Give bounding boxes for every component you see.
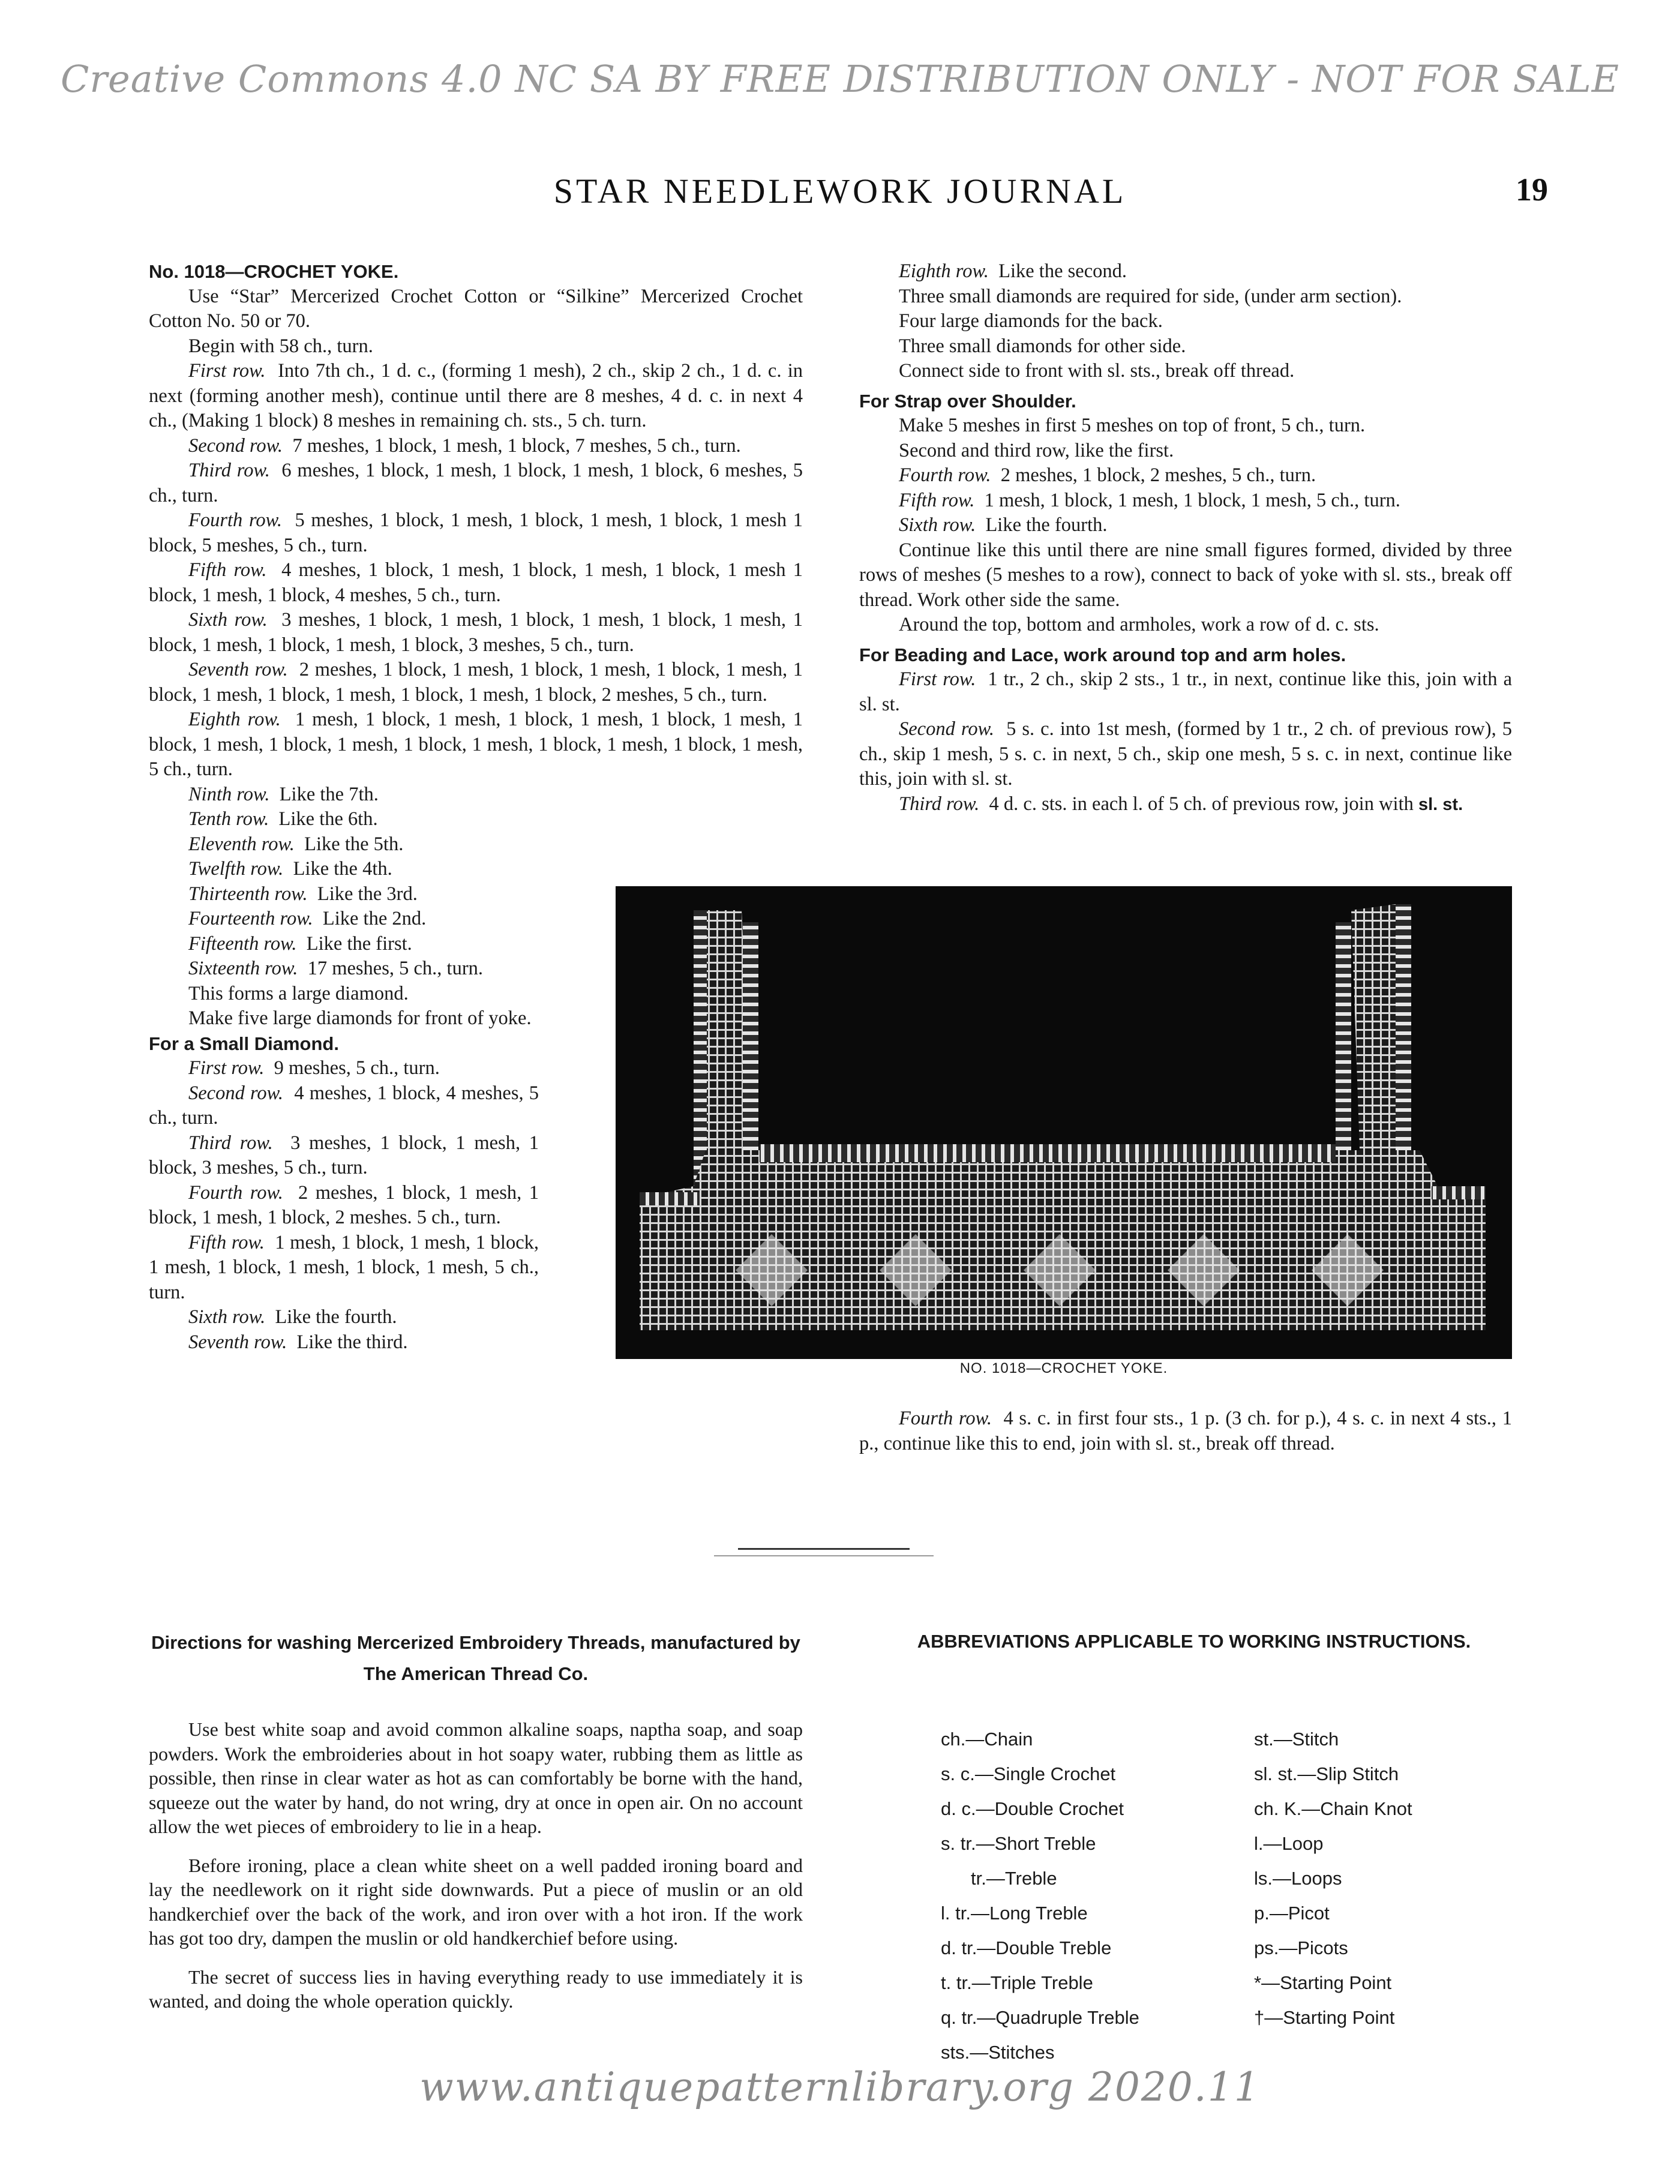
footer-url: www.antiquepatternlibrary.org 2020.11 — [419, 2064, 1261, 2110]
note-text: This forms a large diamond. — [188, 982, 409, 1004]
note-text: Second and third row, like the first. — [899, 439, 1174, 461]
washing-directions — [149, 1627, 803, 2028]
small-diamond-heading: For a Small Diamond. — [149, 1033, 339, 1054]
abbreviation-item: t. tr.—Triple Treble — [941, 1972, 1093, 1993]
abbreviation-item: *—Starting Point — [1254, 1972, 1392, 1993]
beading-heading: For Beading and Lace, work around top and arm holes. — [859, 644, 1346, 665]
row-instruction: Fourth row. 2 meshes, 1 block, 2 meshes, 5 ch., turn. — [899, 464, 1316, 486]
note-text: Connect side to front with sl. sts., break off thread. — [899, 360, 1295, 382]
beading-fourth-row — [859, 1406, 1512, 1456]
row-instruction: Sixth row. 3 meshes, 1 block, 1 mesh, 1 block, 1 mesh, 1 block, 1 mesh, 1 block, 1 mesh, 1 block, 1 mesh, 1 block, 3 meshes, 5 ch., turn. — [149, 609, 803, 656]
row-text: 4 s. c. in first four sts., 1 p. (3 ch. for p.), 4 s. c. in next 4 sts., 1 p., continue like this to end, join with sl. st., break off thread. — [859, 1408, 1512, 1454]
row-instruction: Eighth row. 1 mesh, 1 block, 1 mesh, 1 block, 1 mesh, 1 block, 1 mesh, 1 block, 1 mesh, 1 block, 1 mesh, 1 block, 1 mesh, 1 block, 1 mesh, 1 block, 1 mesh, 5 ch., turn. — [149, 709, 803, 780]
note-text: Continue like this until there are nine small figures formed, divided by three rows of meshes (5 meshes to a row), connect to back of yoke with sl. sts., break off thread. Work other side the same. — [859, 539, 1512, 611]
row-instruction: Fourth row. 5 meshes, 1 block, 1 mesh, 1 block, 1 mesh, 1 block, 1 mesh 1 block, 5 meshes, 5 ch., turn. — [149, 509, 803, 556]
pattern-heading: No. 1018—CROCHET YOKE. — [149, 261, 399, 282]
row-instruction: Sixteenth row. 17 meshes, 5 ch., turn. — [188, 958, 484, 979]
row-instruction: Third row. 4 d. c. sts. in each l. of 5 ch. of previous row, join with sl. st. — [899, 793, 1463, 815]
row-instruction: Twelfth row. Like the 4th. — [188, 858, 392, 880]
note-text: Three small diamonds for other side. — [899, 335, 1186, 357]
abbreviation-item: q. tr.—Quadruple Treble — [941, 2007, 1139, 2028]
row-instruction: Sixth row. Like the fourth. — [188, 1306, 397, 1328]
abbreviation-item: d. tr.—Double Treble — [941, 1937, 1112, 1958]
abbreviation-item: d. c.—Double Crochet — [941, 1798, 1124, 1819]
abbreviation-item: l.—Loop — [1254, 1833, 1324, 1854]
pattern-begin: Begin with 58 ch., turn. — [188, 335, 373, 357]
row-instruction: Eighth row. Like the second. — [899, 260, 1127, 282]
washing-paragraph: Before ironing, place a clean white sheet on a well padded ironing board and lay the needlework on it right side downwards. Put a piece of muslin or an old handkerchief over the back of the work, and iron over with a hot iron. If the work has got too dry, dampen the muslin or old handkerchief before using. — [149, 1854, 803, 1949]
abbreviation-item: p.—Picot — [1254, 1903, 1330, 1924]
journal-title: STAR NEEDLEWORK JOURNAL — [553, 172, 1127, 211]
pattern-intro: Use “Star” Mercerized Crochet Cotton or “Silkine” Mercerized Crochet Cotton No. 50 or 70. — [149, 285, 803, 332]
abbreviation-item: sl. st.—Slip Stitch — [1254, 1763, 1399, 1784]
row-instruction: Third row. 6 meshes, 1 block, 1 mesh, 1 block, 1 mesh, 1 block, 6 meshes, 5 ch., turn. — [149, 460, 803, 506]
row-instruction: Tenth row. Like the 6th. — [188, 808, 378, 830]
note-text: Four large diamonds for the back. — [899, 310, 1163, 332]
washing-heading: Directions for washing Mercerized Embroidery Threads, manufactured by The American Thread Co. — [151, 1632, 800, 1684]
abbreviation-item: sts.—Stitches — [941, 2042, 1055, 2063]
row-instruction: Third row. 3 meshes, 1 block, 1 mesh, 1 block, 3 meshes, 5 ch., turn. — [149, 1132, 539, 1178]
row-label: Fourth row. — [899, 1408, 992, 1429]
row-instruction: Thirteenth row. Like the 3rd. — [188, 883, 418, 905]
crochet-yoke-photo — [616, 886, 1512, 1359]
row-instruction: Second row. 4 meshes, 1 block, 4 meshes, 5 ch., turn. — [149, 1082, 539, 1129]
washing-paragraph: The secret of success lies in having everything ready to use immediately it is wanted, and doing the whole operation quickly. — [149, 1966, 803, 2012]
abbreviations-heading: ABBREVIATIONS APPLICABLE TO WORKING INSTRUCTIONS. — [917, 1631, 1471, 1652]
row-instruction: First row. 9 meshes, 5 ch., turn. — [188, 1057, 440, 1079]
crochet-yoke-illustration — [616, 886, 1512, 1359]
abbreviations-list-left — [941, 1722, 1229, 2070]
abbreviation-item: s. tr.—Short Treble — [941, 1833, 1096, 1854]
abbreviation-item: s. c.—Single Crochet — [941, 1763, 1116, 1784]
row-instruction: Second row. 5 s. c. into 1st mesh, (formed by 1 tr., 2 ch. of previous row), 5 ch., skip 1 mesh, 5 s. c. in next, 5 ch., skip one mesh, 5 s. c. in next, continue like this, join with sl. st. — [859, 718, 1513, 790]
abbreviation-item: ch.—Chain — [941, 1729, 1033, 1750]
row-instruction: Fourth row. 2 meshes, 1 block, 1 mesh, 1 block, 1 mesh, 1 block, 2 meshes. 5 ch., turn. — [149, 1181, 539, 1228]
note-text: Make 5 meshes in first 5 meshes on top of front, 5 ch., turn. — [899, 415, 1366, 436]
row-instruction: Eleventh row. Like the 5th. — [188, 833, 404, 855]
abbreviation-item: l. tr.—Long Treble — [941, 1903, 1088, 1924]
right-column — [859, 259, 1512, 817]
washing-paragraph: Use best white soap and avoid common alkaline soaps, naptha soap, and soap powders. Work the embroideries about in hot soapy water, rubbing them as little as possible, then rinse in clear water as hot as can comfortably be borne with the hand, squeeze out the water by hand, do not wring, dry at once in open air. On no account allow the wet pieces of embroidery to lie in a heap. — [149, 1718, 803, 1837]
note-text: Make five large diamonds for front of yoke. — [188, 1007, 532, 1029]
divider-rule — [738, 1548, 910, 1550]
row-instruction: First row. Into 7th ch., 1 d. c., (forming 1 mesh), 2 ch., skip 2 ch., 1 d. c. in next (forming another mesh), continue until there are 8 meshes, 4 d. c. in next 4 ch., (Making 1 block) 8 meshes in remaining ch. sts., 5 ch. turn. — [149, 360, 803, 431]
abbreviation-item: ps.—Picots — [1254, 1937, 1348, 1958]
row-instruction: First row. 1 tr., 2 ch., skip 2 sts., 1 tr., in next, continue like this, join with a sl. st. — [859, 668, 1512, 715]
license-banner: Creative Commons 4.0 NC SA BY FREE DISTRIBUTION ONLY - NOT FOR SALE — [60, 57, 1619, 101]
page-number: 19 — [1516, 172, 1548, 208]
abbreviations-list-right — [1254, 1722, 1506, 2035]
abbreviation-item: tr.—Treble — [971, 1868, 1057, 1889]
strap-heading: For Strap over Shoulder. — [859, 390, 1076, 412]
row-instruction: Second row. 7 meshes, 1 block, 1 mesh, 1 block, 7 meshes, 5 ch., turn. — [188, 434, 741, 457]
abbreviation-item: st.—Stitch — [1254, 1729, 1339, 1750]
row-instruction: Sixth row. Like the fourth. — [899, 514, 1108, 536]
row-instruction: Fifth row. 4 meshes, 1 block, 1 mesh, 1 block, 1 mesh, 1 block, 1 mesh 1 block, 1 mesh, 1 block, 4 meshes, 5 ch., turn. — [149, 559, 803, 606]
row-instruction: Ninth row. Like the 7th. — [188, 783, 379, 805]
note-text: Around the top, bottom and armholes, work a row of d. c. sts. — [899, 614, 1379, 635]
abbreviation-item: ch. K.—Chain Knot — [1254, 1798, 1412, 1819]
row-instruction: Fifth row. 1 mesh, 1 block, 1 mesh, 1 block, 1 mesh, 1 block, 1 mesh, 1 block, 1 mesh, 5 ch., turn. — [149, 1231, 539, 1303]
row-instruction: Seventh row. 2 meshes, 1 block, 1 mesh, 1 block, 1 mesh, 1 block, 1 mesh, 1 block, 1 mesh, 1 block, 1 mesh, 1 block, 1 mesh, 1 block, 2 meshes, 5 ch., turn. — [149, 659, 803, 706]
row-instruction: Fifth row. 1 mesh, 1 block, 1 mesh, 1 block, 1 mesh, 5 ch., turn. — [899, 489, 1400, 511]
abbreviation-item: †—Starting Point — [1254, 2007, 1395, 2028]
abbreviation-item: ls.—Loops — [1254, 1868, 1342, 1889]
divider-rule — [714, 1555, 934, 1556]
row-instruction: Fifteenth row. Like the first. — [188, 932, 412, 955]
photo-caption: NO. 1018—CROCHET YOKE. — [959, 1360, 1168, 1376]
note-text: Three small diamonds are required for side, (under arm section). — [899, 285, 1402, 307]
row-instruction: Seventh row. Like the third. — [188, 1331, 408, 1353]
row-instruction: Fourteenth row. Like the 2nd. — [188, 908, 427, 929]
